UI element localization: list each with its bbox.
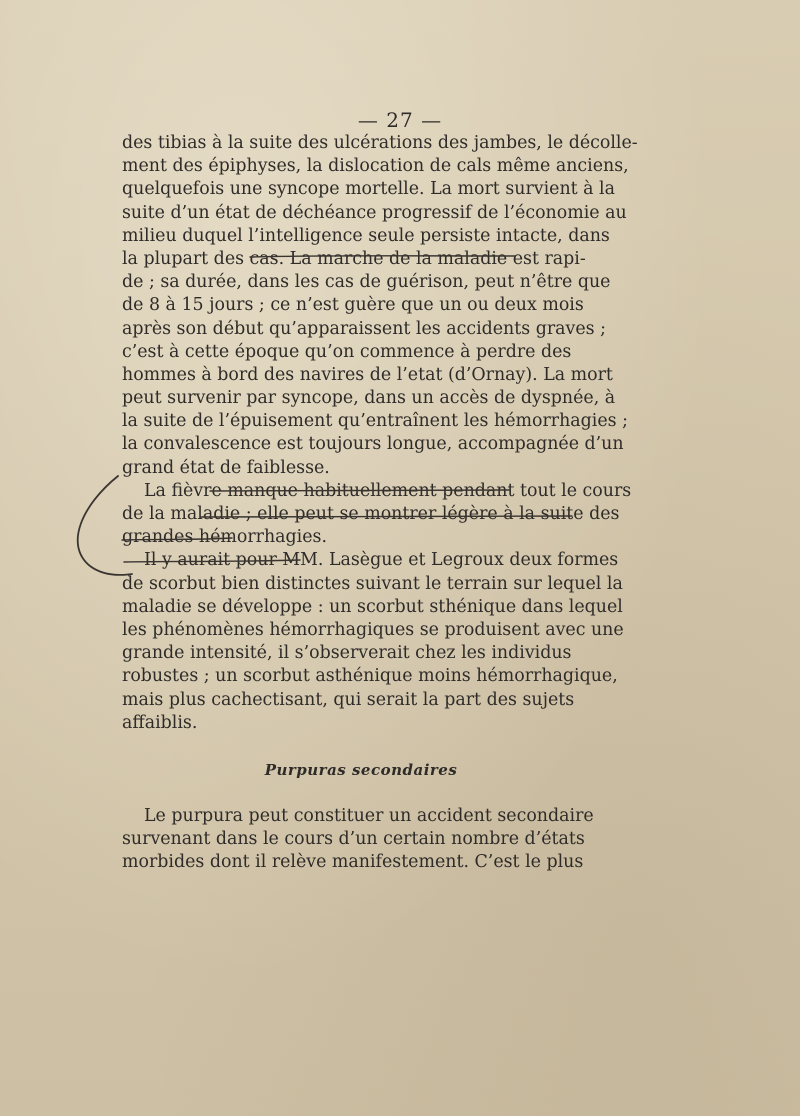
text-line-underlined: La fièvre manque habituellement pendant tout le cours <box>144 480 632 501</box>
text-line: affaiblis. <box>122 712 198 733</box>
text-line: hommes à bord des navires de l’etat (d’Ornay). La mort <box>122 364 613 385</box>
text-line: suite d’un état de déchéance progressif de l’économie au <box>122 202 627 223</box>
text-line: quelquefois une syncope mortelle. La mort survient à la <box>122 179 615 200</box>
text-line: grande intensité, il s’observerait chez les individus <box>122 643 572 664</box>
text-line: les phénomènes hémorrhagiques se produisent avec une <box>122 619 624 640</box>
text-line-underlined: grandes hémorrhagies. <box>122 527 327 548</box>
text-line: la plupart des cas. La marche de la maladie est rapi- <box>122 248 586 269</box>
text-line: maladie se développe : un scorbut sthénique dans lequel <box>122 596 623 617</box>
section-heading: Purpuras secondaires <box>264 760 458 779</box>
text-line: c’est à cette époque qu’on commence à perdre des <box>122 341 572 362</box>
text-line: de scorbut bien distinctes suivant le terrain sur lequel la <box>122 573 623 594</box>
text-line: morbides dont il relève manifestement. C’est le plus <box>122 852 584 873</box>
text-line: Le purpura peut constituer un accident secondaire <box>144 805 594 826</box>
text-line: de 8 à 15 jours ; ce n’est guère que un ou deux mois <box>122 295 584 316</box>
text-line-underlined: de la maladie ; elle peut se montrer légère à la suite des <box>122 504 620 524</box>
text-line: ment des épiphyses, la dislocation de cals même anciens, <box>122 156 629 177</box>
text-line: de ; sa durée, dans les cas de guérison, peut n’être que <box>122 272 611 293</box>
text-line: après son début qu’apparaissent les accidents graves ; <box>122 318 606 339</box>
text-line: des tibias à la suite des ulcérations des jambes, le décolle- <box>122 133 638 153</box>
text-line: grand état de faiblesse. <box>122 457 330 478</box>
text-line-underlined: milieu duquel l’intelligence seule persiste intacte, dans <box>122 225 610 246</box>
body-text <box>122 132 638 874</box>
text-line: la convalescence est toujours longue, accompagnée d’un <box>122 434 624 455</box>
text-line: survenant dans le cours d’un certain nombre d’états <box>122 829 585 850</box>
page-number: — 27 — <box>357 108 443 132</box>
text-line: Il y aurait pour MM. Lasègue et Legroux deux formes <box>144 550 619 571</box>
text-line: robustes ; un scorbut asthénique moins hémorrhagique, <box>122 666 618 687</box>
text-line: la suite de l’épuisement qu’entraînent les hémorrhagies ; <box>122 411 628 432</box>
text-line: peut survenir par syncope, dans un accès de dyspnée, à <box>122 388 616 409</box>
text-line: mais plus cachectisant, qui serait la part des sujets <box>122 689 575 710</box>
